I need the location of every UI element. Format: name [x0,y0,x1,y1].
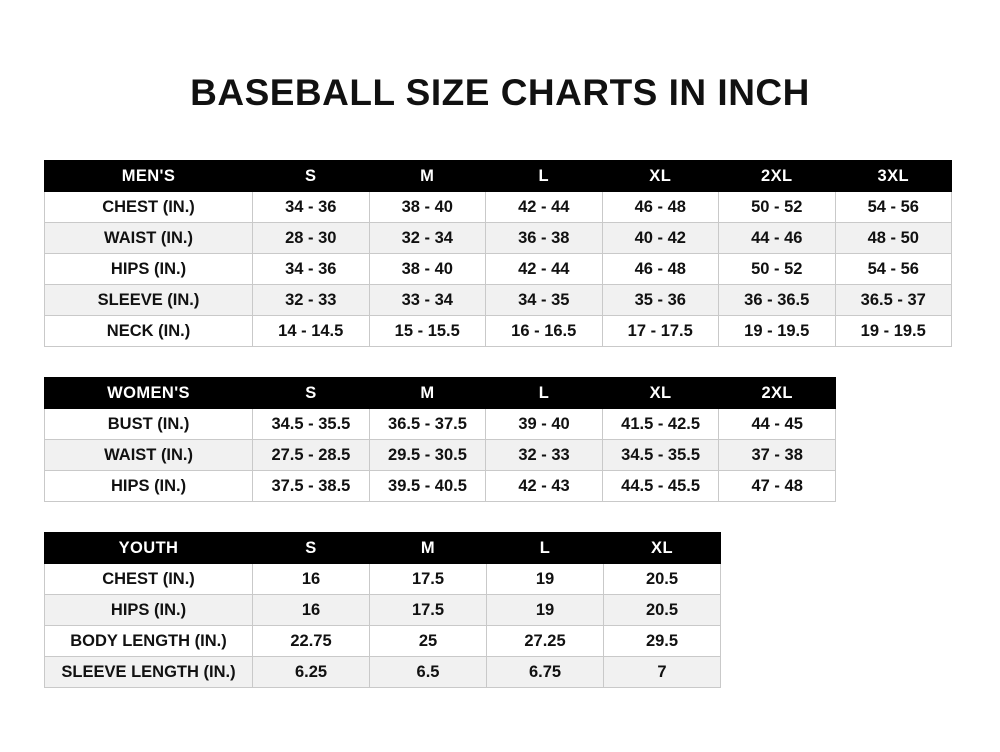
header-cell: 2XL [719,161,836,192]
row-label: CHEST (IN.) [45,192,253,223]
row-label: SLEEVE (IN.) [45,285,253,316]
cell: 17 - 17.5 [602,316,719,347]
cell: 29.5 - 30.5 [369,440,486,471]
cell: 39 - 40 [486,409,603,440]
cell: 34.5 - 35.5 [602,440,719,471]
cell: 44.5 - 45.5 [602,471,719,502]
cell: 47 - 48 [719,471,836,502]
cell: 40 - 42 [602,223,719,254]
cell: 16 [253,564,370,595]
cell: 19 - 19.5 [719,316,836,347]
cell: 48 - 50 [835,223,952,254]
cell: 46 - 48 [602,254,719,285]
cell: 7 [604,657,721,688]
cell: 19 [487,595,604,626]
cell: 25 [370,626,487,657]
cell: 32 - 34 [369,223,486,254]
table-row [45,254,952,285]
cell: 41.5 - 42.5 [602,409,719,440]
cell: 6.75 [487,657,604,688]
cell: 44 - 45 [719,409,836,440]
cell: 50 - 52 [719,254,836,285]
cell: 42 - 44 [486,254,603,285]
table-row [45,657,721,688]
cell: 35 - 36 [602,285,719,316]
cell: 20.5 [604,595,721,626]
header-cell: S [253,533,370,564]
cell: 44 - 46 [719,223,836,254]
cell: 17.5 [370,564,487,595]
charts-container [0,160,1000,688]
cell: 37 - 38 [719,440,836,471]
cell: 50 - 52 [719,192,836,223]
cell: 29.5 [604,626,721,657]
header-cell: L [487,533,604,564]
cell: 20.5 [604,564,721,595]
cell: 46 - 48 [602,192,719,223]
table-row [45,595,721,626]
table-header-row [45,533,721,564]
table-header-row [45,378,836,409]
mens-size-table [44,160,952,347]
header-cell: XL [604,533,721,564]
cell: 36.5 - 37 [835,285,952,316]
cell: 34.5 - 35.5 [253,409,370,440]
cell: 14 - 14.5 [253,316,370,347]
table-row [45,223,952,254]
row-label: WAIST (IN.) [45,223,253,254]
row-label: CHEST (IN.) [45,564,253,595]
header-cell: XL [602,378,719,409]
cell: 27.5 - 28.5 [253,440,370,471]
cell: 38 - 40 [369,192,486,223]
cell: 42 - 43 [486,471,603,502]
cell: 32 - 33 [253,285,370,316]
cell: 36 - 38 [486,223,603,254]
cell: 19 [487,564,604,595]
table-row [45,409,836,440]
cell: 16 [253,595,370,626]
header-cell: WOMEN'S [45,378,253,409]
cell: 42 - 44 [486,192,603,223]
table-row [45,471,836,502]
cell: 32 - 33 [486,440,603,471]
header-cell: XL [602,161,719,192]
youth-size-table [44,532,721,688]
table-row [45,192,952,223]
header-cell: S [253,161,370,192]
header-cell: L [486,161,603,192]
row-label: HIPS (IN.) [45,254,253,285]
cell: 34 - 36 [253,254,370,285]
cell: 39.5 - 40.5 [369,471,486,502]
cell: 22.75 [253,626,370,657]
cell: 34 - 35 [486,285,603,316]
cell: 17.5 [370,595,487,626]
header-cell: MEN'S [45,161,253,192]
row-label: HIPS (IN.) [45,595,253,626]
table-row [45,285,952,316]
table-row [45,440,836,471]
header-cell: 2XL [719,378,836,409]
cell: 33 - 34 [369,285,486,316]
cell: 28 - 30 [253,223,370,254]
header-cell: 3XL [835,161,952,192]
cell: 16 - 16.5 [486,316,603,347]
header-cell: S [253,378,370,409]
row-label: BUST (IN.) [45,409,253,440]
page-title: BASEBALL SIZE CHARTS IN INCH [190,72,810,113]
cell: 38 - 40 [369,254,486,285]
cell: 54 - 56 [835,254,952,285]
cell: 54 - 56 [835,192,952,223]
table-row [45,564,721,595]
table-header-row [45,161,952,192]
cell: 27.25 [487,626,604,657]
row-label: NECK (IN.) [45,316,253,347]
header-cell: YOUTH [45,533,253,564]
table-row [45,316,952,347]
cell: 19 - 19.5 [835,316,952,347]
cell: 36 - 36.5 [719,285,836,316]
row-label: HIPS (IN.) [45,471,253,502]
header-cell: M [369,378,486,409]
cell: 37.5 - 38.5 [253,471,370,502]
cell: 36.5 - 37.5 [369,409,486,440]
row-label: WAIST (IN.) [45,440,253,471]
table-row [45,626,721,657]
header-cell: M [370,533,487,564]
header-cell: L [486,378,603,409]
cell: 34 - 36 [253,192,370,223]
row-label: SLEEVE LENGTH (IN.) [45,657,253,688]
womens-size-table [44,377,836,502]
header-cell: M [369,161,486,192]
cell: 15 - 15.5 [369,316,486,347]
cell: 6.5 [370,657,487,688]
cell: 6.25 [253,657,370,688]
row-label: BODY LENGTH (IN.) [45,626,253,657]
